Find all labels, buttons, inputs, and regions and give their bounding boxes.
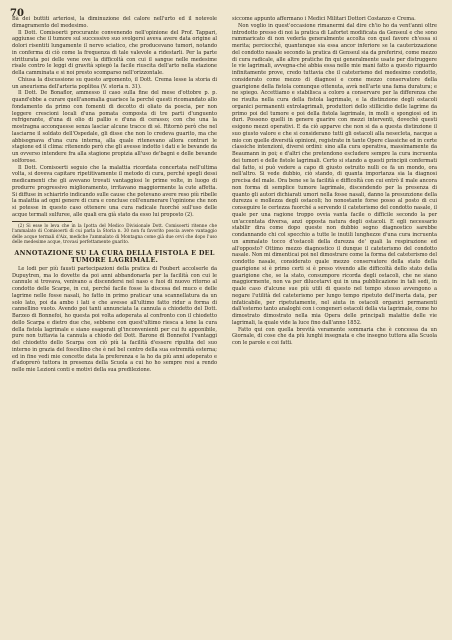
left-column xyxy=(12,16,217,374)
paragraph: Le lodi per più fausti partecipazioni della pratica di Foubert accolserle da Dupuytren, ma lo dovette da poi anni abbandonarla per la facilità con cui le cannule si trovava, venivano a discendersi nel naso e fuoi di nuovo ritorno al condotto delle Scarpe, in cui, perché facile fosse la discesa del muco e delle lagrime nelle fosse nasali, ho fatto in primo praticar una scannellatura da un solo lato, poi da ambo i lati e che avesse all'ultimo fatto ridur a forma di cannellino vuoto. Avendo poi tanti annunciata la cannula a chiodetto del Dott. Barzeo di Bonnefoi, ho questa poi volta adoperata al confronto con il chiodetto dello Scarpa e dietro due che, sebbene con quest'ultimo riesca a lene la cura della fistola lagrimale e siano esagerati gl'inconvenienti per cui fu apponibile, pure non tuttavia la cannula a chiodo del Dott. Barone di Bonnefoi l'vantaggi del chiodetto dello Scarpa con ciò più la facilità d'essere ripulita del suo interno in grazia del foscellino che è nel bel centro della sua estremità esterna; ed in fine vedi mie concette data la preferenza e la ho da più anni adoperato e d'adoprerò tuttora in presenza della Scuola a cui ho ho sempre resi a rendo nelle mie Lezioni conti e motivi della sua predilezione. xyxy=(12,265,217,374)
right-column xyxy=(232,16,437,347)
paragraph: Il Dott. Comisoerti seguio che la malattia ricordata concertata nell'ultima volta, si doveva capitare ripetitivamente il metodo di cura, perché spegli dessi medicamenti che gli avevano trovati vantaggiosi le prime volte, in luogo di produrre progressivo miglioramento, irritavano maggiormente la cute affetta. Si diffuse in schiarirlo indicando sulle cause che potevano avere reso più ribelle la malattia ad ogni genere di cura e concluse coll'enumerare l'opinione che non si potesse in questo caso ottenere una cura radicale fuorché sull'uso delle acque termali sulfuree, alle quali era già stato da esso lui proposto (2). xyxy=(12,164,217,218)
paragraph: Il Dott. De Bonaflor, ammesso il caso sulla fine del mese d'ottobre p. p. quand'ebbe a curare quell'anomalia guarisce la perché questi ricomandato allo fondamento da primo con fomenti di decotto di oliato da poscia, per non leggere crescioni locali d'una pomata composta di tre parti d'unguento refrigerante, d'una di olio di pallio e d'una di cerasso; con che una la mostragna acconquesse senza lasciar alcune tracce di sé. Ritornò però che nel lasciarne il soldato dell'Ospedale, gli disse che non lo credeva guarito, ma che abbisognava d'una cura interna, alla quale ritenevano allora contrari le stagione ed il clima: ritenendo però che gli avesse indotto i dati e le bevande da un ovverso intendere fra alla stagione propizia all'uso de'bagni e delle bevande solforose. xyxy=(12,90,217,164)
footnote: (2) Si esse lo leva che in la Ipotta del Medico Divisionale Dott. Comisoerti ritenne che l'ammalato di Comisoerti di cui parla la Storia n. 30 non fu favorito poscia avere vantaggio delle acque termali d'Aix, mediche l'ammalato di Montagna come già due ovvi che dopo l'uso delle medesime acque, trovasi perfettamente guarito. xyxy=(12,223,217,246)
page-number: 70 xyxy=(10,8,24,19)
paragraph: Bà dei buttiti arteriosi, la diminuzione del calore nell'urto ed il notevole dimagramento del medesimo. xyxy=(12,16,217,29)
section-title: ANNOTAZIONE SU LA CURA DELLA FISTOLA E DEL TUMORE LAGRIMALE. xyxy=(14,248,215,265)
paragraph: Non voglio in quest'occasione rimanermi dal dire ch'io ho da vent'anni oltre introdotto presso di noi la pratica di Lafortet modificata da Genseul e che sono rammaricato di non vederla generalmente accolta con quel favore ch'essa si merita; perciocché, quantunque sia essa ancor inferiore se la cauterizzazione del condotto nasale secondo la pratica di Genseul sia da preferirsi, come mezzo di cura radicale, alle altre pratiche fin qui generalmente usate per distruggere le vie lagrimali, avvegna-ché abbia essa nelle mie mani fatto a questo riguardo infinitamente prove, credo tuttavia che il cateterismo del medesimo condotto, considerato come mezzo di diagnosi e come mezzo conservatore della guarigione della fistola comunque ottenuta, avrà nell'arte una fama duratura; e ne spiego. Accettiamo e stabilisca a coloro a conservare per la differenza che ne risulta nella cura della fistola lagrimale, e la distinzione degli ostacoli organici permanenti extrolagrimali, produttori dello stillicidio delle lagrime da primo poi del tumore e poi della fistola lagrimale, in molli e spongiosi ed in duri. Possono quelli in genere guarire con mezzi interventi, dovechè questi esigono mezzi operativi. E da ciò apparve che non si da a questa distinzione il suo giusto valore e che si considerano tutti gli ostacoli alla nesecleta, nacque a mio con quelle diversità opinioni, registrate in tante Opere classiche ed in certe classiche intenzioni, diversi ordini: sino alla cura operativa, massimamente da Beaumann in poi; e d'altri che pretendono escludere sempre la cura incruenta dei tumori e delle fistole lagrimali. Certo si stando a questi principii confermati dal fatto, si può vedere a capo di giusto ostruito nulli ce fa un mondo, ora nell'altro. Si vede dubbio, ciò stando, di quanta importanza sia la diagnosi precisa del male. Ora bene se la facilità e difficoltà con cui entrò il male ancora non forma di semplice tumore lagrimale, discendendo per la presenza di quanto gli autori dichiarati umori nella fosse nasali, danno la presunzione della durezza e mollezza degli ostacoli; ho nonostante forse posso al posto di cui conseguire le certezza fuorché a servendo il cateterismo del condotto nasale, il quale per una ragione troppo ovvia vanta facile o difficile secondo la per un'accentata diversa, anzi opposta natura degli ostacoli. E egli necessario stabilir dira come dopo queste non dubbio segno diagnostico sarebbe condannando chi col specchio a tutte le inutili lunghezze d'una cura incruenta un ammalato tocco d'ostacoli della durezza de' quali la respirazione ed all'opposto? Ottimo mezzo diagnostico il dunque il cateterismo del condotto nasale. Non mi dimenticai poi nel dimostrare come la forma del cateterismo del condotto nasale, considerato quale mezzo conservatore della stato della guarigione si è primo certi si è preso vivendo alle difficoltà dello stato della guarigione che, se la stato, consumpore ricorda degli ostacoli, che ne siano maggiormente, non va per dilucetarvi qui in una pubblicazione in tali sedi, in quale caso d'alcune sue più utili di questo nel tempo stesso avvengono a negare l'utilità del cateterismo per lungo tempo ripetuto dell'inerta data, per infaticabile, per ripetutamente, nel aiuta in ostacoli organici permanenti dall'esterno tanto analoghi con i congeneri ostacoli della via lagrimale, come ho dimostrato dimostrato nella mia Opera delle principali malattie delle vie lagrimali, la quale vide la luce fino dall'anno 1852. xyxy=(232,22,437,326)
paragraph: Chiusa la discussione su questo argomento, il Dott. Crema lesse la storia di un aneurisma dell'arteria poplitea (V. storia n. 31). xyxy=(12,76,217,90)
paragraph: siccome appunto affermano i Medici Militari Dottori Costanzo e Crema. xyxy=(232,16,416,22)
paragraph: Il Dott. Comisoerti procurante convenendo nell'opinione del Prof. Tappari, aggiunse che il tumore sul successivo suo svolgersi aveva avere data origine al dolori risentiti lungamente il nervo sciatico, che producevano tumori, notando in conferma di ciò come la frequenza di tale valevole a ridestarli. Per la parte stritturata poi delle vene ove la difficoltà con cui il sangue nelle medesime risale contro le leggi di gravità spiegò la facile riuscita dell'arto nella stazione della camminata e si noi presto scomparso nell'orizzontale. xyxy=(12,29,217,76)
footnote-rule xyxy=(12,221,72,222)
paragraph: Fatto qui con quella brevità veramente sommaria che è concessa da un Giornale, di cose che da più lunghi insegnata e che insegno tuttora alla Scuola con le parole e coi fatti. xyxy=(232,326,437,346)
